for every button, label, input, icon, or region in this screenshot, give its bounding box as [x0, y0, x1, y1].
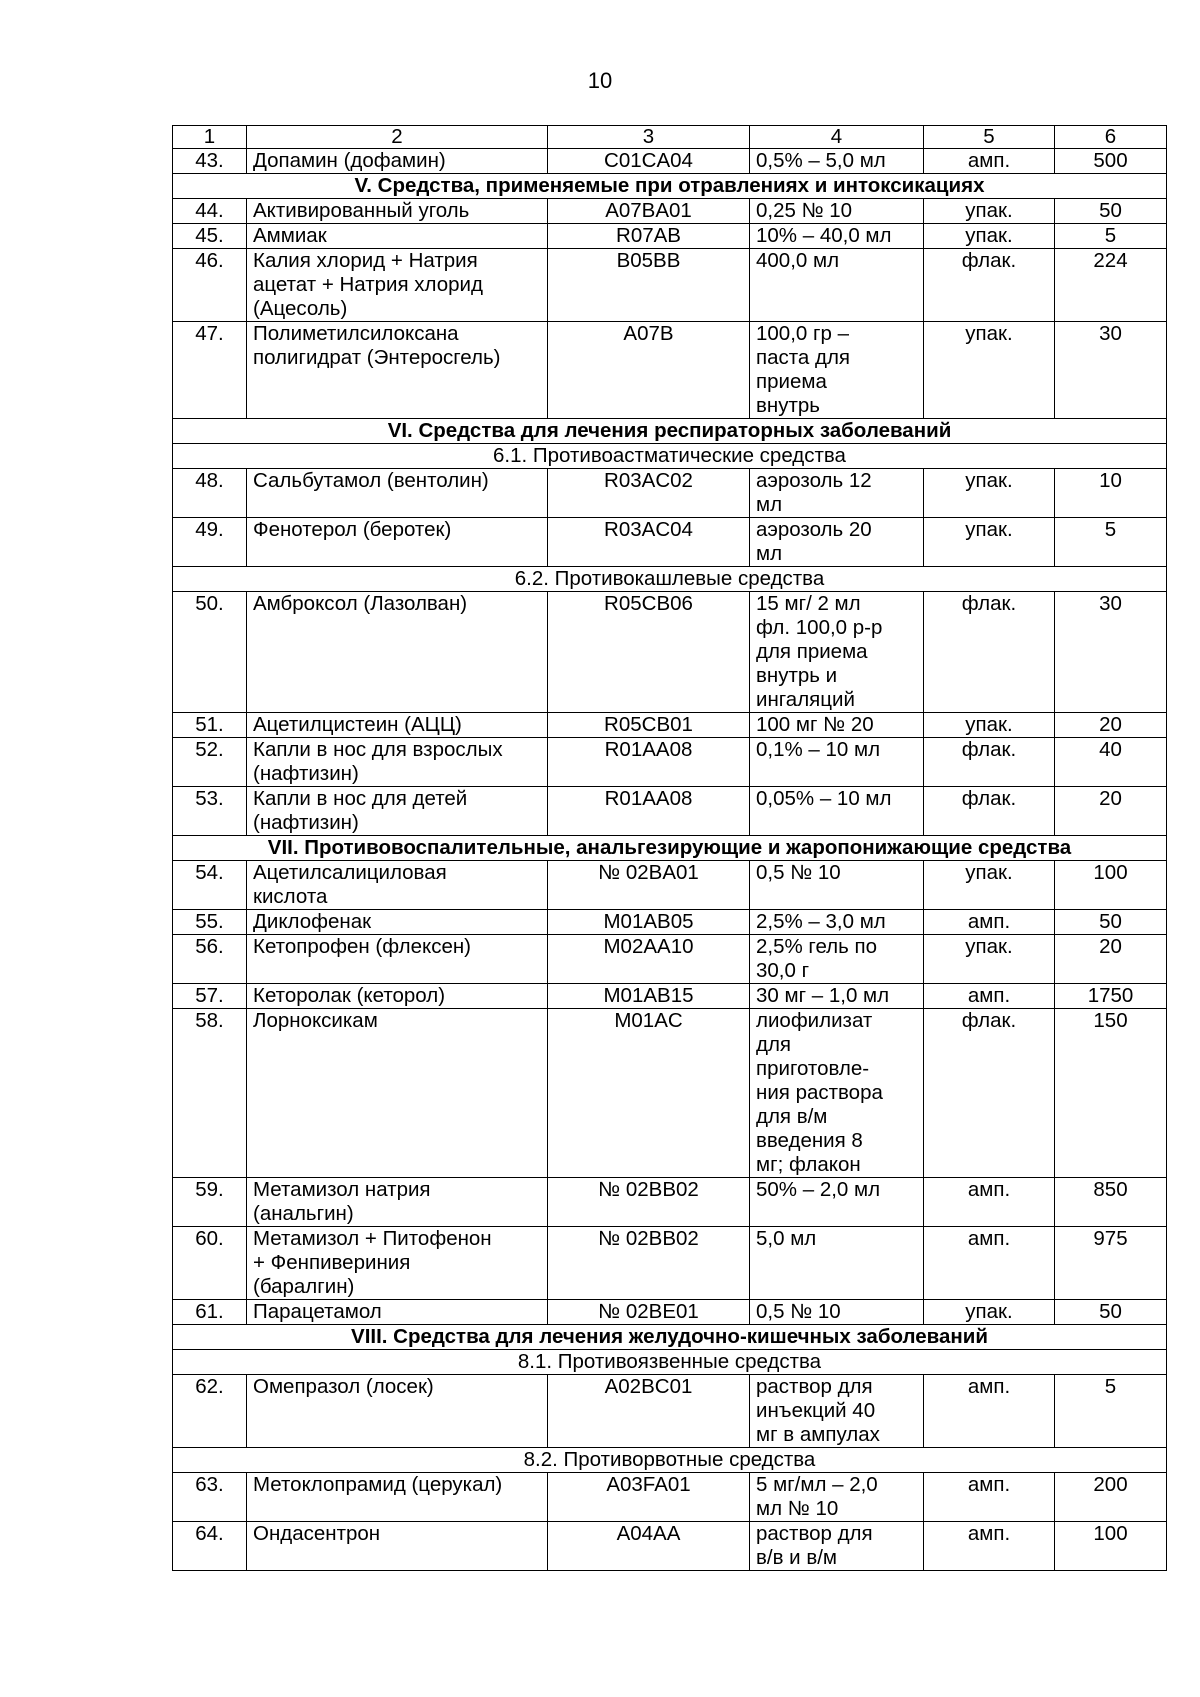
item-number: 49. — [173, 518, 247, 567]
quantity: 30 — [1055, 322, 1167, 419]
dosage-form: лиофилизат для приготовле- ния раствора для в/м введения 8 мг; флакон — [750, 1009, 924, 1178]
unit-of-measure: флак. — [924, 787, 1055, 836]
unit-of-measure: упак. — [924, 861, 1055, 910]
quantity: 50 — [1055, 199, 1167, 224]
dosage-form: 50% – 2,0 мл — [750, 1178, 924, 1227]
quantity: 100 — [1055, 861, 1167, 910]
item-number: 64. — [173, 1522, 247, 1571]
atc-code: № 02BA01 — [548, 861, 750, 910]
item-number: 58. — [173, 1009, 247, 1178]
unit-of-measure: упак. — [924, 199, 1055, 224]
item-number: 60. — [173, 1227, 247, 1300]
item-number: 43. — [173, 149, 247, 174]
header-cell: 2 — [247, 126, 548, 149]
section-heading: VI. Средства для лечения респираторных заболеваний — [173, 419, 1167, 444]
item-number: 63. — [173, 1473, 247, 1522]
unit-of-measure: упак. — [924, 935, 1055, 984]
drug-name: Сальбутамол (вентолин) — [247, 469, 548, 518]
quantity: 40 — [1055, 738, 1167, 787]
item-number: 48. — [173, 469, 247, 518]
quantity: 5 — [1055, 518, 1167, 567]
item-number: 61. — [173, 1300, 247, 1325]
quantity: 200 — [1055, 1473, 1167, 1522]
atc-code: A07B — [548, 322, 750, 419]
subsection-heading: 6.1. Противоастматические средства — [173, 444, 1167, 469]
subsection-row — [173, 567, 1167, 592]
dosage-form: 0,05% – 10 мл — [750, 787, 924, 836]
unit-of-measure: флак. — [924, 592, 1055, 713]
dosage-form: 0,25 № 10 — [750, 199, 924, 224]
item-number: 53. — [173, 787, 247, 836]
drug-name: Парацетамол — [247, 1300, 548, 1325]
atc-code: A02BC01 — [548, 1375, 750, 1448]
dosage-form: 10% – 40,0 мл — [750, 224, 924, 249]
dosage-form: 2,5% – 3,0 мл — [750, 910, 924, 935]
dosage-form: 0,1% – 10 мл — [750, 738, 924, 787]
item-number: 50. — [173, 592, 247, 713]
dosage-form: аэрозоль 12 мл — [750, 469, 924, 518]
header-row — [173, 126, 1167, 149]
atc-code: M01AC — [548, 1009, 750, 1178]
atc-code: R03AC02 — [548, 469, 750, 518]
item-number: 44. — [173, 199, 247, 224]
atc-code: R03AC04 — [548, 518, 750, 567]
subsection-heading: 8.1. Противоязвенные средства — [173, 1350, 1167, 1375]
quantity: 5 — [1055, 224, 1167, 249]
table-row — [173, 1522, 1167, 1571]
quantity: 224 — [1055, 249, 1167, 322]
quantity: 50 — [1055, 910, 1167, 935]
atc-code: R01AA08 — [548, 787, 750, 836]
table-row — [173, 1375, 1167, 1448]
atc-code: R05CB06 — [548, 592, 750, 713]
table-row — [173, 1227, 1167, 1300]
quantity: 500 — [1055, 149, 1167, 174]
atc-code: M02AA10 — [548, 935, 750, 984]
header-cell: 6 — [1055, 126, 1167, 149]
section-row — [173, 419, 1167, 444]
atc-code: A03FA01 — [548, 1473, 750, 1522]
drug-name: Активированный уголь — [247, 199, 548, 224]
dosage-form: 100 мг № 20 — [750, 713, 924, 738]
unit-of-measure: амп. — [924, 1473, 1055, 1522]
item-number: 52. — [173, 738, 247, 787]
drug-name: Кеторолак (кеторол) — [247, 984, 548, 1009]
section-row — [173, 174, 1167, 199]
dosage-form: 2,5% гель по 30,0 г — [750, 935, 924, 984]
atc-code: B05BB — [548, 249, 750, 322]
header-cell: 1 — [173, 126, 247, 149]
table-row — [173, 738, 1167, 787]
atc-code: № 02BE01 — [548, 1300, 750, 1325]
table-row — [173, 149, 1167, 174]
unit-of-measure: амп. — [924, 149, 1055, 174]
quantity: 20 — [1055, 935, 1167, 984]
quantity: 850 — [1055, 1178, 1167, 1227]
quantity: 20 — [1055, 787, 1167, 836]
item-number: 46. — [173, 249, 247, 322]
section-heading: VII. Противовоспалительные, анальгезирующие и жаропонижающие средства — [173, 836, 1167, 861]
quantity: 150 — [1055, 1009, 1167, 1178]
medication-table — [172, 125, 1167, 1571]
table-row — [173, 518, 1167, 567]
atc-code: R01AA08 — [548, 738, 750, 787]
table-row — [173, 713, 1167, 738]
item-number: 57. — [173, 984, 247, 1009]
quantity: 975 — [1055, 1227, 1167, 1300]
quantity: 5 — [1055, 1375, 1167, 1448]
dosage-form: 0,5% – 5,0 мл — [750, 149, 924, 174]
subsection-heading: 8.2. Противорвотные средства — [173, 1448, 1167, 1473]
dosage-form: 100,0 гр – паста для приема внутрь — [750, 322, 924, 419]
unit-of-measure: амп. — [924, 910, 1055, 935]
item-number: 62. — [173, 1375, 247, 1448]
drug-name: Омепразол (лосек) — [247, 1375, 548, 1448]
table-row — [173, 1300, 1167, 1325]
atc-code: R07AB — [548, 224, 750, 249]
unit-of-measure: упак. — [924, 518, 1055, 567]
atc-code: № 02BB02 — [548, 1178, 750, 1227]
table-row — [173, 322, 1167, 419]
atc-code: M01AB05 — [548, 910, 750, 935]
unit-of-measure: амп. — [924, 1227, 1055, 1300]
section-heading: VIII. Средства для лечения желудочно-кишечных заболеваний — [173, 1325, 1167, 1350]
atc-code: R05CB01 — [548, 713, 750, 738]
drug-name: Кетопрофен (флексен) — [247, 935, 548, 984]
subsection-heading: 6.2. Противокашлевые средства — [173, 567, 1167, 592]
drug-name: Амброксол (Лазолван) — [247, 592, 548, 713]
item-number: 45. — [173, 224, 247, 249]
item-number: 56. — [173, 935, 247, 984]
dosage-form: 5,0 мл — [750, 1227, 924, 1300]
dosage-form: 30 мг – 1,0 мл — [750, 984, 924, 1009]
dosage-form: 400,0 мл — [750, 249, 924, 322]
unit-of-measure: амп. — [924, 984, 1055, 1009]
dosage-form: 5 мг/мл – 2,0 мл № 10 — [750, 1473, 924, 1522]
drug-name: Лорноксикам — [247, 1009, 548, 1178]
drug-name: Ондасентрон — [247, 1522, 548, 1571]
dosage-form: 0,5 № 10 — [750, 1300, 924, 1325]
subsection-row — [173, 1448, 1167, 1473]
subsection-row — [173, 1350, 1167, 1375]
table-row — [173, 249, 1167, 322]
drug-name: Капли в нос для детей (нафтизин) — [247, 787, 548, 836]
table-row — [173, 469, 1167, 518]
table-row — [173, 910, 1167, 935]
unit-of-measure: амп. — [924, 1375, 1055, 1448]
section-row — [173, 836, 1167, 861]
drug-name: Ацетилсалициловая кислота — [247, 861, 548, 910]
item-number: 54. — [173, 861, 247, 910]
table-row — [173, 199, 1167, 224]
unit-of-measure: упак. — [924, 1300, 1055, 1325]
drug-name: Полиметилсилоксана полигидрат (Энтеросгель) — [247, 322, 548, 419]
table-row — [173, 592, 1167, 713]
drug-name: Метоклопрамид (церукал) — [247, 1473, 548, 1522]
item-number: 47. — [173, 322, 247, 419]
quantity: 10 — [1055, 469, 1167, 518]
item-number: 55. — [173, 910, 247, 935]
quantity: 100 — [1055, 1522, 1167, 1571]
unit-of-measure: упак. — [924, 713, 1055, 738]
drug-name: Аммиак — [247, 224, 548, 249]
drug-name: Метамизол натрия (анальгин) — [247, 1178, 548, 1227]
unit-of-measure: упак. — [924, 469, 1055, 518]
header-cell: 5 — [924, 126, 1055, 149]
drug-name: Допамин (дофамин) — [247, 149, 548, 174]
unit-of-measure: флак. — [924, 1009, 1055, 1178]
atc-code: № 02BB02 — [548, 1227, 750, 1300]
drug-name: Фенотерол (беротек) — [247, 518, 548, 567]
unit-of-measure: амп. — [924, 1522, 1055, 1571]
drug-name: Калия хлорид + Натрия ацетат + Натрия хлорид (Ацесоль) — [247, 249, 548, 322]
page-number: 10 — [587, 68, 613, 93]
table-row — [173, 224, 1167, 249]
drug-name: Капли в нос для взрослых (нафтизин) — [247, 738, 548, 787]
section-row — [173, 1325, 1167, 1350]
drug-name: Метамизол + Питофенон + Фенпивериния (баралгин) — [247, 1227, 548, 1300]
atc-code: C01CA04 — [548, 149, 750, 174]
unit-of-measure: флак. — [924, 738, 1055, 787]
table-row — [173, 787, 1167, 836]
table-row — [173, 935, 1167, 984]
table-row — [173, 984, 1167, 1009]
unit-of-measure: упак. — [924, 322, 1055, 419]
dosage-form: раствор для инъекций 40 мг в ампулах — [750, 1375, 924, 1448]
table-row — [173, 1178, 1167, 1227]
drug-name: Ацетилцистеин (АЦЦ) — [247, 713, 548, 738]
atc-code: M01AB15 — [548, 984, 750, 1009]
quantity: 1750 — [1055, 984, 1167, 1009]
unit-of-measure: флак. — [924, 249, 1055, 322]
table-row — [173, 861, 1167, 910]
item-number: 59. — [173, 1178, 247, 1227]
drug-name: Диклофенак — [247, 910, 548, 935]
dosage-form: раствор для в/в и в/м — [750, 1522, 924, 1571]
atc-code: A04AA — [548, 1522, 750, 1571]
table-row — [173, 1009, 1167, 1178]
unit-of-measure: упак. — [924, 224, 1055, 249]
header-cell: 4 — [750, 126, 924, 149]
quantity: 20 — [1055, 713, 1167, 738]
unit-of-measure: амп. — [924, 1178, 1055, 1227]
atc-code: A07BA01 — [548, 199, 750, 224]
dosage-form: 0,5 № 10 — [750, 861, 924, 910]
header-cell: 3 — [548, 126, 750, 149]
table-row — [173, 1473, 1167, 1522]
item-number: 51. — [173, 713, 247, 738]
quantity: 50 — [1055, 1300, 1167, 1325]
dosage-form: 15 мг/ 2 мл фл. 100,0 р-р для приема внутрь и ингаляций — [750, 592, 924, 713]
subsection-row — [173, 444, 1167, 469]
dosage-form: аэрозоль 20 мл — [750, 518, 924, 567]
section-heading: V. Средства, применяемые при отравлениях и интоксикациях — [173, 174, 1167, 199]
quantity: 30 — [1055, 592, 1167, 713]
